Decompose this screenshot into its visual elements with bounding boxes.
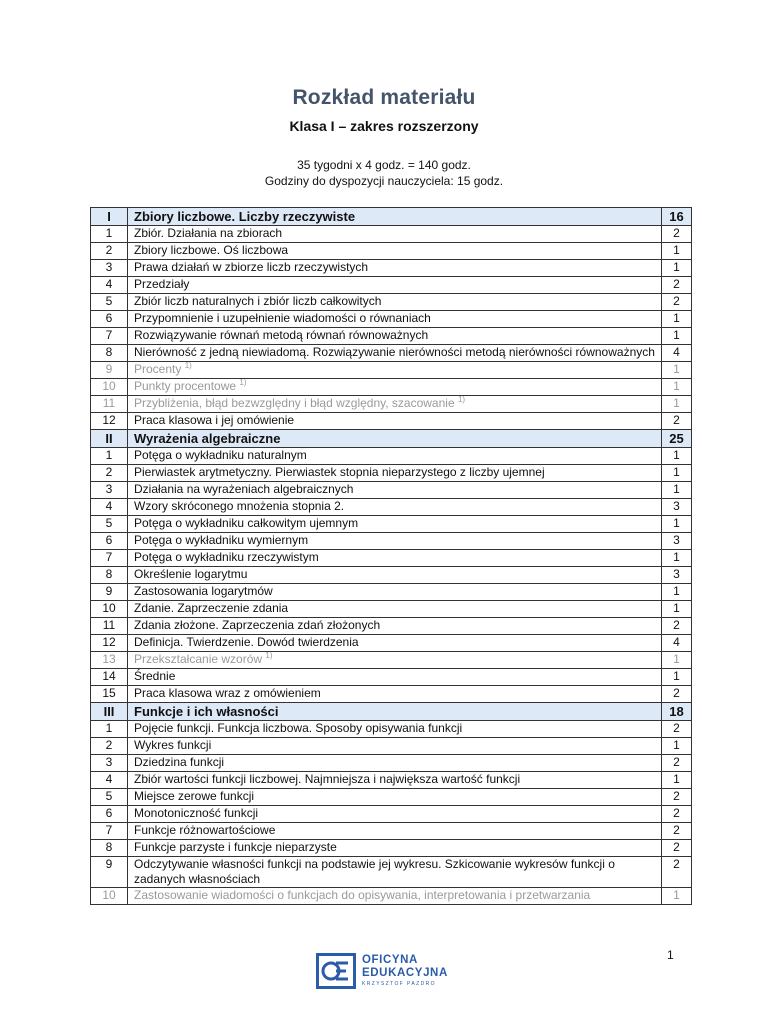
row-number: 2: [91, 465, 128, 482]
publisher-author: KRZYSZTOF PAZDRO: [362, 980, 436, 987]
row-topic-text: Zdania złożone. Zaprzeczenia zdań złożonych: [134, 618, 381, 632]
publisher-name-line-1: OFICYNA: [362, 953, 418, 966]
row-topic: [128, 652, 662, 669]
table-row: [91, 362, 692, 379]
row-number: 7: [91, 550, 128, 567]
table-row: [91, 669, 692, 686]
row-number: 4: [91, 277, 128, 294]
row-topic: [128, 721, 662, 738]
row-hours: 1: [662, 311, 692, 328]
row-hours: 1: [662, 516, 692, 533]
row-topic: [128, 533, 662, 550]
row-topic-text: Potęga o wykładniku całkowitym ujemnym: [134, 516, 359, 530]
row-topic: [128, 550, 662, 567]
publisher-logo-text: [362, 954, 448, 989]
table-row: [91, 550, 692, 567]
row-topic-text: Praca klasowa wraz z omówieniem: [134, 686, 321, 700]
curriculum-table-body: [91, 208, 692, 905]
table-row: [91, 721, 692, 738]
row-topic: [128, 823, 662, 840]
row-hours: 1: [662, 379, 692, 396]
row-topic: [128, 686, 662, 703]
table-row: [91, 533, 692, 550]
section-title: Wyrażenia algebraiczne: [128, 430, 662, 448]
row-topic: [128, 345, 662, 362]
row-topic: [128, 260, 662, 277]
row-topic-text: Zbiór liczb naturalnych i zbiór liczb całkowitych: [134, 294, 382, 308]
row-topic-text: Potęga o wykładniku wymiernym: [134, 533, 309, 547]
row-topic-text: Zastosowania logarytmów: [134, 584, 273, 598]
row-number: 2: [91, 243, 128, 260]
table-row: [91, 823, 692, 840]
row-topic: [128, 516, 662, 533]
row-hours: 2: [662, 857, 692, 888]
row-topic-text: Nierówność z jedną niewiadomą. Rozwiązywanie nierówności metodą nierówności równoważnych: [134, 345, 655, 359]
table-row: [91, 226, 692, 243]
row-number: 8: [91, 840, 128, 857]
row-topic: [128, 567, 662, 584]
row-number: 12: [91, 635, 128, 652]
row-topic-text: Średnie: [134, 669, 176, 683]
row-hours: 3: [662, 533, 692, 550]
row-topic: [128, 482, 662, 499]
row-hours: 2: [662, 789, 692, 806]
row-topic: [128, 840, 662, 857]
table-row: [91, 379, 692, 396]
section-header-row: [91, 430, 692, 448]
table-row: [91, 618, 692, 635]
row-number: 8: [91, 567, 128, 584]
row-hours: 1: [662, 652, 692, 669]
row-topic-text: Rozwiązywanie równań metodą równań równoważnych: [134, 328, 429, 342]
row-number: 5: [91, 516, 128, 533]
row-number: 3: [91, 755, 128, 772]
table-row: [91, 789, 692, 806]
table-row: [91, 652, 692, 669]
row-hours: 1: [662, 260, 692, 277]
row-topic-text: Przybliżenia, błąd bezwzględny i błąd względny, szacowanie: [134, 396, 455, 410]
hours-summary: [0, 157, 768, 189]
row-number: 5: [91, 294, 128, 311]
row-topic: [128, 465, 662, 482]
row-topic-text: Odczytywanie własności funkcji na podstawie jej wykresu. Szkicowanie wykresów funkcji o zadanych własnościach: [134, 857, 615, 886]
table-row: [91, 396, 692, 413]
oe-book-logo-icon: [316, 953, 356, 989]
row-number: 10: [91, 601, 128, 618]
row-hours: 1: [662, 362, 692, 379]
row-topic-text: Praca klasowa i jej omówienie: [134, 413, 295, 427]
row-hours: 1: [662, 601, 692, 618]
row-number: 15: [91, 686, 128, 703]
total-hours-line: 35 tygodni x 4 godz. = 140 godz.: [297, 158, 471, 172]
row-number: 9: [91, 584, 128, 601]
row-hours: 1: [662, 328, 692, 345]
row-topic: [128, 328, 662, 345]
row-hours: 2: [662, 840, 692, 857]
table-row: [91, 328, 692, 345]
footnote-marker: 1): [184, 361, 192, 370]
row-topic-text: Monotoniczność funkcji: [134, 806, 259, 820]
row-topic: [128, 243, 662, 260]
table-row: [91, 567, 692, 584]
row-topic: [128, 806, 662, 823]
table-row: [91, 413, 692, 430]
section-header-row: [91, 703, 692, 721]
row-hours: 1: [662, 888, 692, 905]
row-topic: [128, 226, 662, 243]
publisher-logo: [316, 953, 448, 989]
row-hours: 1: [662, 669, 692, 686]
row-topic: [128, 857, 662, 888]
row-hours: 3: [662, 499, 692, 516]
table-row: [91, 260, 692, 277]
table-row: [91, 516, 692, 533]
row-hours: 2: [662, 618, 692, 635]
row-hours: 2: [662, 277, 692, 294]
table-row: [91, 584, 692, 601]
row-topic-text: Definicja. Twierdzenie. Dowód twierdzenia: [134, 635, 359, 649]
row-number: 9: [91, 362, 128, 379]
row-hours: 1: [662, 243, 692, 260]
table-row: [91, 243, 692, 260]
table-row: [91, 888, 692, 905]
row-hours: 2: [662, 823, 692, 840]
row-number: 5: [91, 789, 128, 806]
row-topic-text: Miejsce zerowe funkcji: [134, 789, 255, 803]
table-row: [91, 601, 692, 618]
table-row: [91, 738, 692, 755]
row-topic-text: Pojęcie funkcji. Funkcja liczbowa. Sposoby opisywania funkcji: [134, 721, 463, 735]
row-topic: [128, 738, 662, 755]
table-row: [91, 806, 692, 823]
row-topic: [128, 294, 662, 311]
row-number: 11: [91, 396, 128, 413]
row-hours: 2: [662, 413, 692, 430]
curriculum-table: [90, 207, 692, 905]
row-number: 12: [91, 413, 128, 430]
row-number: 7: [91, 328, 128, 345]
section-number: II: [91, 430, 128, 448]
row-number: 10: [91, 379, 128, 396]
row-topic: [128, 499, 662, 516]
row-hours: 2: [662, 226, 692, 243]
table-row: [91, 755, 692, 772]
row-hours: 1: [662, 396, 692, 413]
row-topic: [128, 789, 662, 806]
row-hours: 2: [662, 721, 692, 738]
row-topic: [128, 669, 662, 686]
publisher-name-line-2: EDUKACYJNA: [362, 966, 448, 979]
table-row: [91, 686, 692, 703]
row-number: 3: [91, 482, 128, 499]
row-topic-text: Dziedzina funkcji: [134, 755, 225, 769]
table-row: [91, 499, 692, 516]
document-title: Rozkład materiału: [292, 86, 476, 109]
section-title: Funkcje i ich własności: [128, 703, 662, 721]
footnote-marker: 1): [457, 395, 466, 404]
row-hours: 2: [662, 294, 692, 311]
row-topic-text: Wzory skróconego mnożenia stopnia 2.: [134, 499, 345, 513]
row-number: 9: [91, 857, 128, 888]
row-topic-text: Prawa działań w zbiorze liczb rzeczywistych: [134, 260, 369, 274]
row-number: 4: [91, 499, 128, 516]
table-row: [91, 277, 692, 294]
row-number: 1: [91, 448, 128, 465]
row-hours: 1: [662, 738, 692, 755]
row-number: 10: [91, 888, 128, 905]
row-topic: [128, 396, 662, 413]
row-number: 3: [91, 260, 128, 277]
table-row: [91, 840, 692, 857]
page-number: 1: [667, 948, 674, 962]
row-topic: [128, 755, 662, 772]
row-hours: 3: [662, 567, 692, 584]
row-number: 11: [91, 618, 128, 635]
row-number: 7: [91, 823, 128, 840]
document-subtitle: Klasa I – zakres rozszerzony: [289, 118, 479, 134]
table-row: [91, 345, 692, 362]
table-row: [91, 482, 692, 499]
section-number: I: [91, 208, 128, 226]
row-topic: [128, 311, 662, 328]
row-number: 4: [91, 772, 128, 789]
row-topic: [128, 379, 662, 396]
section-title: Zbiory liczbowe. Liczby rzeczywiste: [128, 208, 662, 226]
row-number: 14: [91, 669, 128, 686]
table-row: [91, 465, 692, 482]
row-topic: [128, 618, 662, 635]
row-topic-text: Procenty: [134, 362, 182, 376]
row-topic-text: Pierwiastek arytmetyczny. Pierwiastek stopnia nieparzystego z liczby ujemnej: [134, 465, 545, 479]
row-topic-text: Zbiór wartości funkcji liczbowej. Najmniejsza i największa wartość funkcji: [134, 772, 521, 786]
row-hours: 4: [662, 345, 692, 362]
row-number: 6: [91, 806, 128, 823]
row-number: 6: [91, 533, 128, 550]
row-topic-text: Przedziały: [134, 277, 190, 291]
row-topic-text: Przekształcanie wzorów: [134, 652, 263, 666]
row-topic-text: Zdanie. Zaprzeczenie zdania: [134, 601, 289, 615]
row-hours: 2: [662, 755, 692, 772]
section-hours: 16: [662, 208, 692, 226]
section-hours: 25: [662, 430, 692, 448]
row-hours: 1: [662, 448, 692, 465]
table-row: [91, 448, 692, 465]
footnote-marker: 1): [265, 651, 273, 660]
row-hours: 1: [662, 584, 692, 601]
row-number: 13: [91, 652, 128, 669]
row-hours: 1: [662, 772, 692, 789]
row-topic-text: Zbiór. Działania na zbiorach: [134, 226, 283, 240]
row-topic-text: Funkcje różnowartościowe: [134, 823, 276, 837]
row-number: 2: [91, 738, 128, 755]
table-row: [91, 635, 692, 652]
row-number: 8: [91, 345, 128, 362]
row-hours: 2: [662, 686, 692, 703]
row-topic: [128, 601, 662, 618]
row-topic-text: Działania na wyrażeniach algebraicznych: [134, 482, 354, 496]
teacher-hours-line: Godziny do dyspozycji nauczyciela: 15 godz.: [264, 174, 504, 188]
section-header-row: [91, 208, 692, 226]
row-topic-text: Potęga o wykładniku rzeczywistym: [134, 550, 319, 564]
row-topic: [128, 362, 662, 379]
section-number: III: [91, 703, 128, 721]
row-topic-text: Określenie logarytmu: [134, 567, 248, 581]
row-hours: 1: [662, 550, 692, 567]
row-topic: [128, 772, 662, 789]
row-topic-text: Zbiory liczbowe. Oś liczbowa: [134, 243, 289, 257]
row-topic-text: Punkty procentowe: [134, 379, 237, 393]
row-topic-text: Potęga o wykładniku naturalnym: [134, 448, 307, 462]
row-topic: [128, 277, 662, 294]
footnote-marker: 1): [239, 378, 247, 387]
table-row: [91, 772, 692, 789]
table-row: [91, 857, 692, 888]
row-topic: [128, 888, 662, 905]
row-hours: 1: [662, 482, 692, 499]
section-hours: 18: [662, 703, 692, 721]
row-hours: 1: [662, 465, 692, 482]
row-topic: [128, 413, 662, 430]
row-topic-text: Wykres funkcji: [134, 738, 212, 752]
row-topic-text: Przypomnienie i uzupełnienie wiadomości o równaniach: [134, 311, 431, 325]
table-row: [91, 311, 692, 328]
row-topic-text: Zastosowanie wiadomości o funkcjach do opisywania, interpretowania i przetwarzania: [134, 888, 591, 902]
row-topic: [128, 448, 662, 465]
row-number: 1: [91, 226, 128, 243]
row-topic-text: Funkcje parzyste i funkcje nieparzyste: [134, 840, 337, 854]
row-number: 1: [91, 721, 128, 738]
row-hours: 4: [662, 635, 692, 652]
row-hours: 2: [662, 806, 692, 823]
row-topic: [128, 635, 662, 652]
table-row: [91, 294, 692, 311]
row-topic: [128, 584, 662, 601]
row-number: 6: [91, 311, 128, 328]
